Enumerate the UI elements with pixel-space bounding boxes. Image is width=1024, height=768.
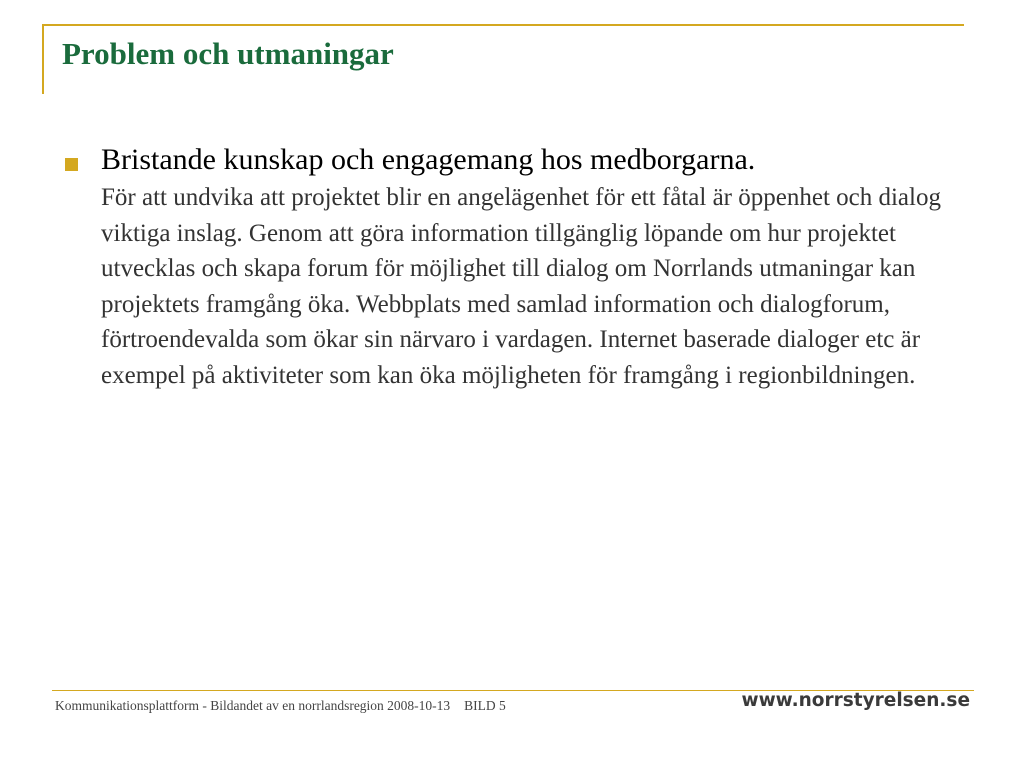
bullet-item	[60, 140, 960, 393]
page-title: Problem och utmaningar	[62, 36, 394, 71]
footer-caption: Kommunikationsplattform - Bildandet av en norrlandsregion 2008-10-13	[55, 698, 451, 713]
slide-content	[60, 140, 960, 393]
bullet-heading: Bristande kunskap och engagemang hos medborgarna.	[101, 143, 756, 176]
website-url: www.norrstyrelsen.se	[741, 690, 970, 711]
accent-vertical-line	[42, 24, 44, 94]
accent-horizontal-line	[42, 24, 964, 26]
slide-number: BILD 5	[464, 698, 506, 713]
footer	[55, 698, 506, 714]
bullet-body: För att undvika att projektet blir en angelägenhet för ett fåtal är öppenhet och dialog viktiga inslag. Genom att göra information tillgänglig löpande om hur projektet utvecklas och skapa forum för möjlighet till dialog om Norrlands utmaningar kan projektets framgång öka. Webbplats med samlad information och dialogforum, förtroendevalda som ökar sin närvaro i vardagen. Internet baserade dialoger etc är exempel på aktiviteter som kan öka möjligheten för framgång i regionbildningen.	[101, 184, 941, 389]
square-bullet-icon	[65, 158, 78, 171]
bullet-text	[101, 140, 960, 393]
